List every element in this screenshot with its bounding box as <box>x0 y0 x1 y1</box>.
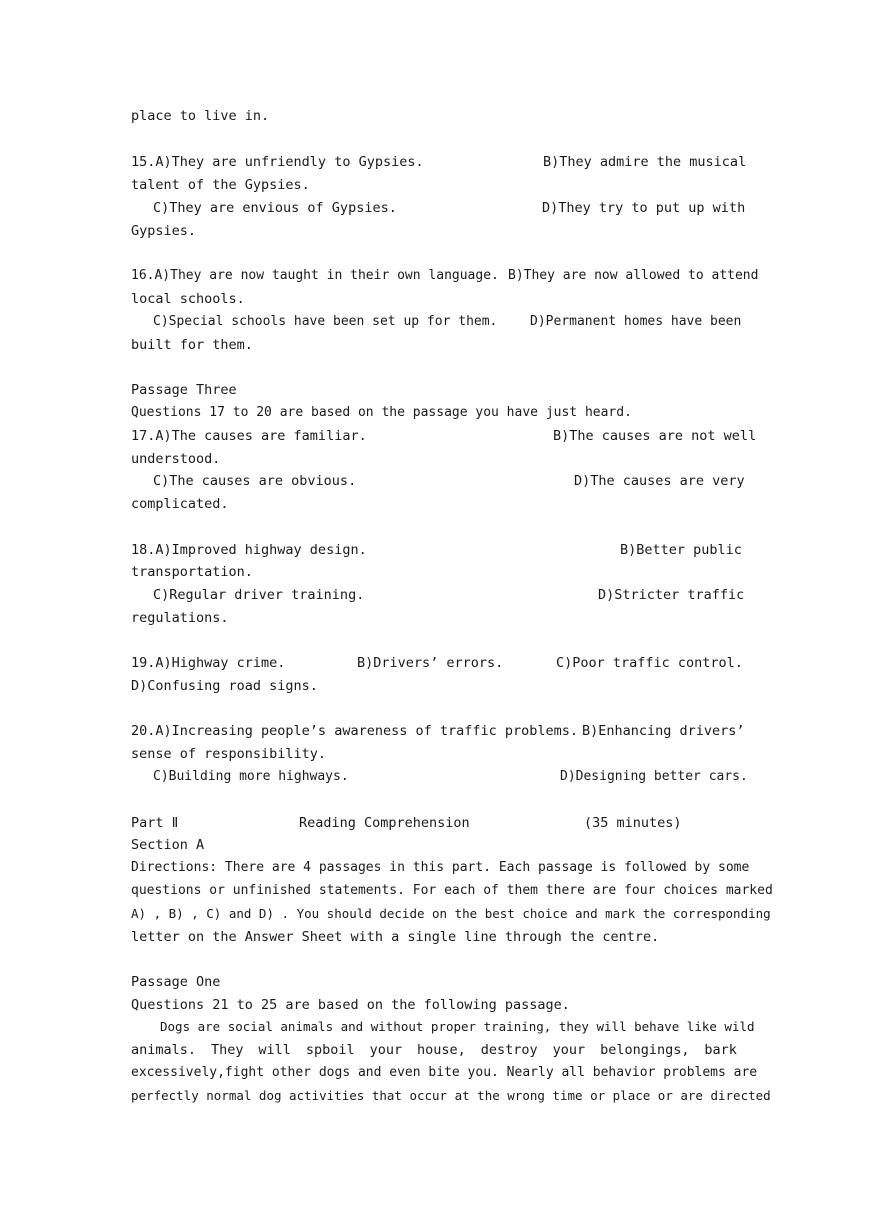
q17-option-b-cont: understood. <box>131 451 221 467</box>
passage-one-title: Passage One <box>131 974 221 990</box>
word: destroy <box>480 1042 538 1058</box>
section-heading: Section A <box>131 837 205 853</box>
q15-option-a: 15.A)They are unfriendly to Gypsies. <box>131 154 424 170</box>
word: They <box>210 1042 244 1058</box>
part-title: Reading Comprehension <box>299 815 470 831</box>
directions-line: A) , B) , C) and D) . You should decide on the best choice and mark the corresponding <box>131 906 771 921</box>
part-label: Part Ⅱ <box>131 815 179 831</box>
passage-three-title: Passage Three <box>131 382 237 398</box>
q18-option-d-cont: regulations. <box>131 610 229 626</box>
q15-option-d: D)They try to put up with <box>542 200 746 216</box>
passage-three-intro: Questions 17 to 20 are based on the passage you have just heard. <box>131 405 632 420</box>
directions-line: letter on the Answer Sheet with a single line through the centre. <box>131 929 660 945</box>
q18-option-d: D)Stricter traffic <box>598 587 745 603</box>
q20-option-d: D)Designing better cars. <box>560 769 748 784</box>
passage-body-line-justified <box>131 1041 737 1059</box>
passage-body-line: perfectly normal dog activities that occur at the wrong time or place or are directed <box>131 1088 771 1103</box>
q17-option-b: B)The causes are not well <box>553 428 757 444</box>
q18-option-b-cont: transportation. <box>131 564 253 580</box>
word: will <box>258 1042 291 1058</box>
passage-body-line: excessively,fight other dogs and even bite you. Nearly all behavior problems are <box>131 1065 758 1080</box>
q15-option-d-cont: Gypsies. <box>131 223 197 239</box>
q17-option-c: C)The causes are obvious. <box>153 473 357 489</box>
q16-option-d-cont: built for them. <box>131 337 253 353</box>
word: bark <box>704 1042 737 1058</box>
q17-option-d: D)The causes are very <box>574 473 745 489</box>
q17-option-a: 17.A)The causes are familiar. <box>131 428 367 444</box>
q16-option-d: D)Permanent homes have been <box>530 314 742 329</box>
q16-option-c: C)Special schools have been set up for them. <box>153 314 498 329</box>
q18-option-b: B)Better public <box>620 542 742 558</box>
word: your <box>552 1042 586 1058</box>
q19-option-a: 19.A)Highway crime. <box>131 655 286 671</box>
word: belongings, <box>600 1042 690 1058</box>
passage-body-line: Dogs are social animals and without proper training, they will behave like wild <box>160 1019 755 1034</box>
q20-option-b: B)Enhancing drivers’ <box>582 723 745 739</box>
word: house, <box>417 1042 466 1058</box>
q20-option-a: 20.A)Increasing people’s awareness of traffic problems. <box>131 723 579 739</box>
q16-option-b: B)They are now allowed to attend <box>508 268 759 283</box>
q19-option-c: C)Poor traffic control. <box>556 655 743 671</box>
word: spboil <box>305 1042 355 1058</box>
text-line: place to live in. <box>131 108 270 124</box>
q19-option-d: D)Confusing road signs. <box>131 678 318 694</box>
q15-option-b: B)They admire the musical <box>543 154 747 170</box>
q16-option-a: 16.A)They are now taught in their own language. <box>131 268 499 283</box>
q15-option-c: C)They are envious of Gypsies. <box>153 200 397 216</box>
passage-one-intro: Questions 21 to 25 are based on the following passage. <box>131 997 570 1013</box>
q16-option-b-cont: local schools. <box>131 291 245 307</box>
q17-option-d-cont: complicated. <box>131 496 229 512</box>
word: your <box>369 1042 403 1058</box>
directions-line: questions or unfinished statements. For each of them there are four choices marked <box>131 883 773 898</box>
q19-option-b: B)Drivers’ errors. <box>357 655 504 671</box>
q18-option-c: C)Regular driver training. <box>153 587 365 603</box>
part-time: (35 minutes) <box>584 815 682 831</box>
directions-line: Directions: There are 4 passages in this part. Each passage is followed by some <box>131 860 750 875</box>
q20-option-c: C)Building more highways. <box>153 769 349 784</box>
q15-option-b-cont: talent of the Gypsies. <box>131 177 310 193</box>
word: animals. <box>131 1042 197 1058</box>
q18-option-a: 18.A)Improved highway design. <box>131 542 367 558</box>
q20-option-b-cont: sense of responsibility. <box>131 746 327 762</box>
